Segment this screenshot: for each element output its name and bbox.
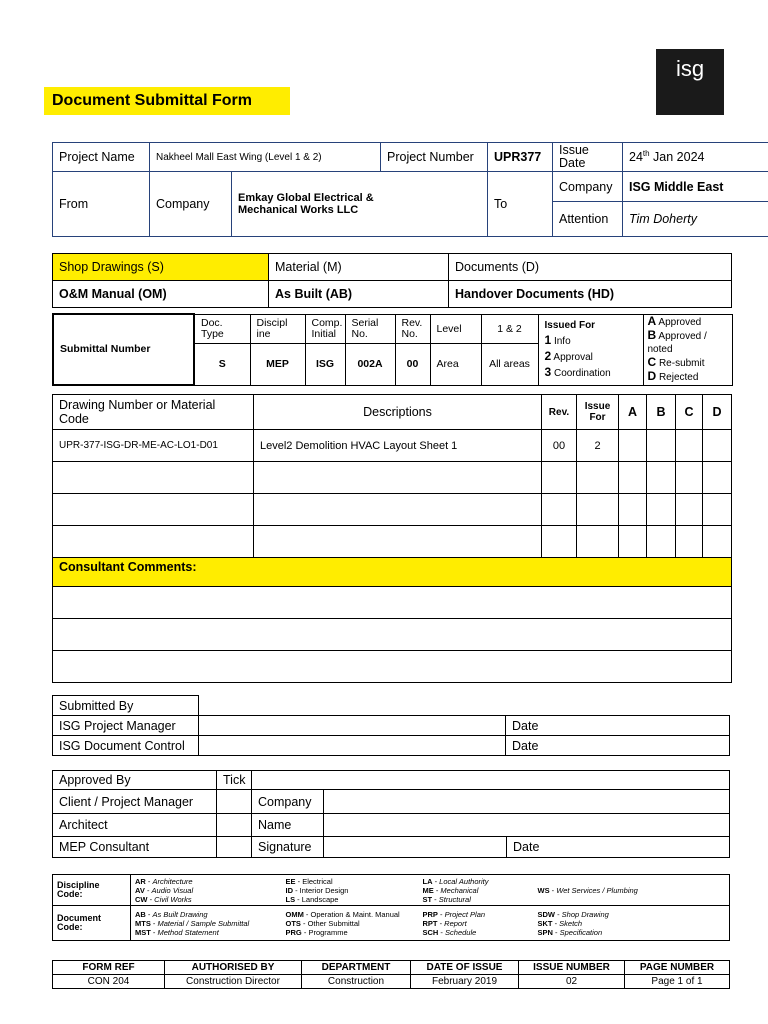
approved-by-table <box>52 770 730 858</box>
category-table <box>52 253 732 308</box>
discipline-code-label: Discipline Code: <box>53 875 131 906</box>
category-handover[interactable]: Handover Documents (HD) <box>449 281 732 308</box>
doc-type-label: Doc. Type <box>194 314 250 343</box>
mep-consultant-label: MEP Consultant <box>53 837 217 858</box>
footer-issue-number: 02 <box>519 975 625 989</box>
rev-value[interactable]: 00 <box>395 343 430 385</box>
footer-header-department: DEPARTMENT <box>302 961 411 975</box>
doc-type-value[interactable]: S <box>194 343 250 385</box>
project-header-table <box>52 142 768 237</box>
status-a: A Approved <box>647 314 702 328</box>
architect-tick[interactable] <box>217 814 252 837</box>
footer-date-of-issue: February 2019 <box>411 975 519 989</box>
footer-header-page-number: PAGE NUMBER <box>625 961 730 975</box>
issue-date-value[interactable] <box>623 143 768 172</box>
client-pm-label: Client / Project Manager <box>53 790 217 814</box>
comment-line[interactable] <box>53 619 732 651</box>
submittal-number-label: Submittal Number <box>53 314 194 385</box>
issued-for-legend <box>538 314 643 385</box>
discipline-label: Discipl ine <box>250 314 305 343</box>
footer-form-ref: CON 204 <box>53 975 165 989</box>
architect-label: Architect <box>53 814 217 837</box>
row-description: Level2 Demolition HVAC Layout Sheet 1 <box>254 430 542 462</box>
row-c[interactable] <box>676 430 703 462</box>
comment-line[interactable] <box>53 587 732 619</box>
col-descriptions: Descriptions <box>254 395 542 430</box>
col-d: D <box>703 395 732 430</box>
footer-header-form-ref: FORM REF <box>53 961 165 975</box>
form-title: Document Submittal Form <box>44 87 290 115</box>
col-b: B <box>647 395 676 430</box>
comment-line[interactable] <box>53 651 732 683</box>
approval-date-label[interactable]: Date <box>507 837 730 858</box>
col-rev: Rev. <box>542 395 577 430</box>
serial-value[interactable]: 002A <box>345 343 395 385</box>
from-company-label: Company <box>150 172 232 237</box>
isg-project-manager-label: ISG Project Manager <box>53 716 199 736</box>
code-legend-table <box>52 874 730 941</box>
drawings-table <box>52 394 732 683</box>
issued-for-title: Issued For <box>544 319 596 331</box>
discipline-col-3: WS - Wet Services / Plumbing <box>534 875 730 906</box>
discipline-col-0: AR - Architecture AV - Audio Visual CW - Civil Works <box>131 875 282 906</box>
client-pm-tick[interactable] <box>217 790 252 814</box>
document-col-1: OMM - Operation & Maint. Manual OTS - Other Submittal PRG - Programme <box>282 906 419 941</box>
table-row[interactable] <box>53 494 732 526</box>
to-company-label: Company <box>553 172 623 202</box>
col-drawing-code: Drawing Number or Material Code <box>53 395 254 430</box>
approval-name-label: Name <box>252 814 324 837</box>
submitted-by-table <box>52 695 730 756</box>
submitted-by-label: Submitted By <box>53 696 199 716</box>
comp-initial-label: Comp. Initial <box>305 314 345 343</box>
isg-logo <box>656 49 724 115</box>
form-footer-table <box>52 960 730 989</box>
isg-document-control-label: ISG Document Control <box>53 736 199 756</box>
table-row[interactable] <box>53 526 732 558</box>
submittal-table <box>52 313 733 386</box>
row-b[interactable] <box>647 430 676 462</box>
level-label: Level <box>430 314 481 343</box>
area-label: Area <box>430 343 481 385</box>
rev-label: Rev. No. <box>395 314 430 343</box>
document-code-row <box>53 906 730 941</box>
project-number-label: Project Number <box>381 143 488 172</box>
project-name-value[interactable]: Nakheel Mall East Wing (Level 1 & 2) <box>150 143 381 172</box>
area-value[interactable]: All areas <box>481 343 538 385</box>
category-as-built[interactable]: As Built (AB) <box>269 281 449 308</box>
pm-date-label[interactable]: Date <box>506 716 730 736</box>
footer-department: Construction <box>302 975 411 989</box>
row-drawing-code: UPR-377-ISG-DR-ME-AC-LO1-D01 <box>53 430 254 462</box>
to-label: To <box>488 172 553 237</box>
discipline-col-2: LA - Local Authority ME - Mechanical ST - Structural <box>419 875 534 906</box>
serial-label: Serial No. <box>345 314 395 343</box>
status-c: C Re-submit <box>647 355 705 369</box>
document-code-label: Document Code: <box>53 906 131 941</box>
isg-document-control-field[interactable] <box>199 736 506 756</box>
attention-value[interactable]: Tim Doherty <box>623 202 768 237</box>
from-label: From <box>53 172 150 237</box>
consultant-comments-label: Consultant Comments: <box>53 558 732 587</box>
issue-date-day: 24 <box>629 150 643 165</box>
document-col-0: AB - As Built Drawing MTS - Material / Sample Submittal MST - Method Statement <box>131 906 282 941</box>
from-company-value[interactable]: Emkay Global Electrical & Mechanical Works LLC <box>232 172 488 237</box>
document-col-2: PRP - Project Plan RPT - Report SCH - Schedule <box>419 906 534 941</box>
issued-for-1: 1 Info <box>544 332 571 347</box>
category-material[interactable]: Material (M) <box>269 254 449 281</box>
discipline-code-row <box>53 875 730 906</box>
dc-date-label[interactable]: Date <box>506 736 730 756</box>
footer-header-issue-number: ISSUE NUMBER <box>519 961 625 975</box>
discipline-value[interactable]: MEP <box>250 343 305 385</box>
row-rev: 00 <box>542 430 577 462</box>
status-d: D Rejected <box>647 369 699 383</box>
level-value[interactable]: 1 & 2 <box>481 314 538 343</box>
approval-signature-field[interactable] <box>324 837 507 858</box>
footer-authorised-by: Construction Director <box>165 975 302 989</box>
footer-header-date-of-issue: DATE OF ISSUE <box>411 961 519 975</box>
issue-date-label: Issue Date <box>553 143 623 172</box>
attention-label: Attention <box>553 202 623 237</box>
logo-text: isg <box>675 56 705 81</box>
status-b: B Approved / noted <box>647 328 707 355</box>
col-a: A <box>619 395 647 430</box>
issued-for-3: 3 Coordination <box>544 364 611 379</box>
row-issue-for: 2 <box>577 430 619 462</box>
approved-by-label: Approved By <box>53 771 217 790</box>
approval-company-label: Company <box>252 790 324 814</box>
approval-name-field[interactable] <box>324 814 730 837</box>
row-d[interactable] <box>703 430 732 462</box>
row-a[interactable] <box>619 430 647 462</box>
project-name-label: Project Name <box>53 143 150 172</box>
tick-label: Tick <box>217 771 252 790</box>
issue-date-rest: Jan 2024 <box>649 150 705 165</box>
footer-page-number: Page 1 of 1 <box>625 975 730 989</box>
mep-consultant-tick[interactable] <box>217 837 252 858</box>
table-row[interactable] <box>53 462 732 494</box>
category-shop-drawings[interactable]: Shop Drawings (S) <box>53 254 269 281</box>
table-row[interactable] <box>53 430 732 462</box>
approval-company-field[interactable] <box>324 790 730 814</box>
col-issue-for: Issue For <box>577 395 619 430</box>
approval-signature-label: Signature <box>252 837 324 858</box>
category-om-manual[interactable]: O&M Manual (OM) <box>53 281 269 308</box>
comp-initial-value[interactable]: ISG <box>305 343 345 385</box>
issue-date-suffix: th <box>642 149 650 159</box>
to-company-value[interactable]: ISG Middle East <box>623 172 768 202</box>
status-legend <box>643 314 732 385</box>
col-c: C <box>676 395 703 430</box>
issued-for-2: 2 Approval <box>544 348 593 363</box>
discipline-col-1: EE - Electrical ID - Interior Design LS - Landscape <box>282 875 419 906</box>
project-number-value[interactable]: UPR377 <box>488 143 553 172</box>
document-col-3: SDW - Shop Drawing SKT - Sketch SPN - Specification <box>534 906 730 941</box>
footer-header-authorised-by: AUTHORISED BY <box>165 961 302 975</box>
category-documents[interactable]: Documents (D) <box>449 254 732 281</box>
isg-project-manager-field[interactable] <box>199 716 506 736</box>
